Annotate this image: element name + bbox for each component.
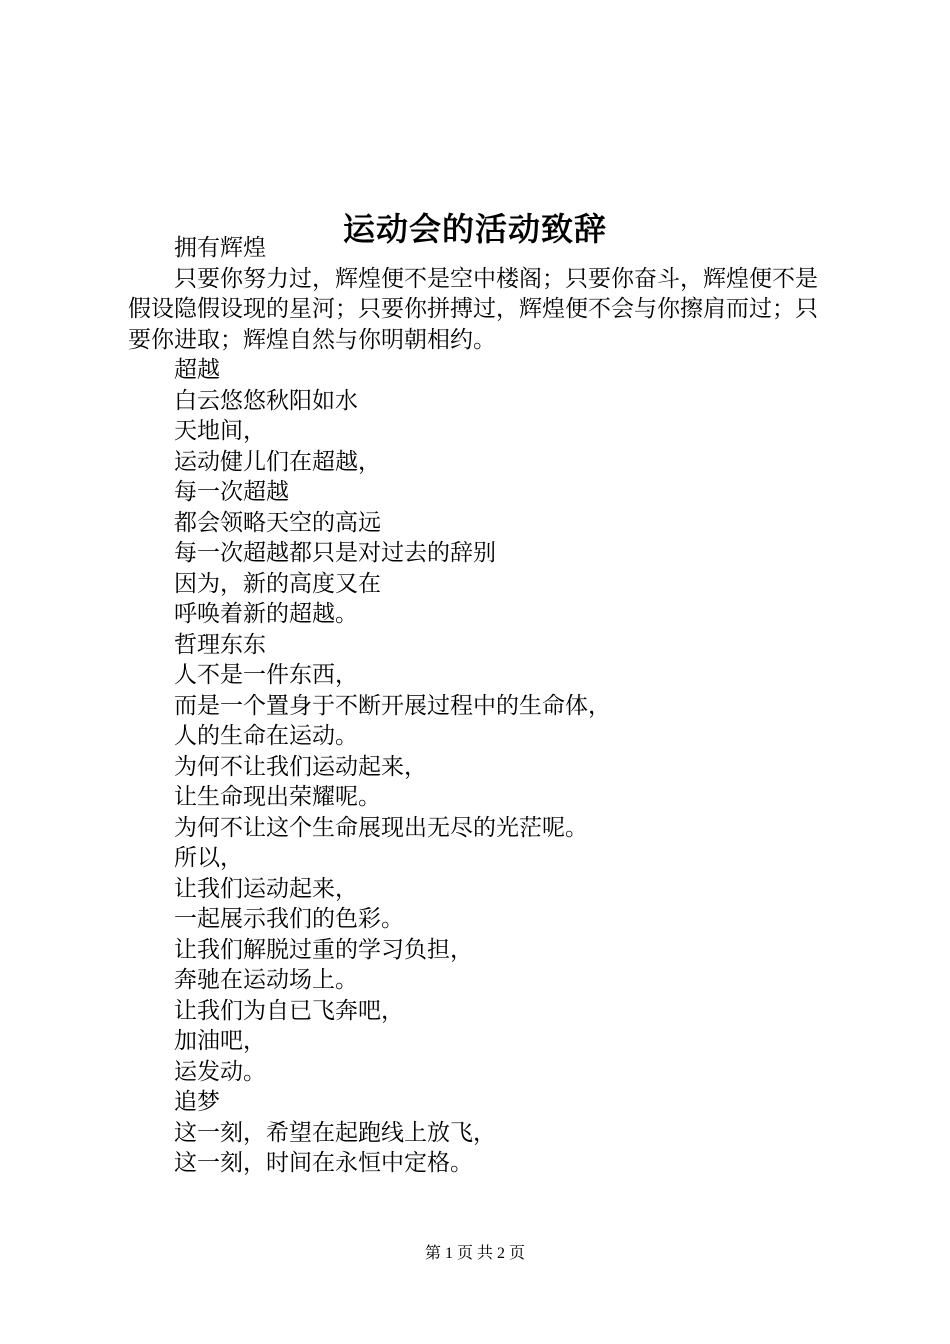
paragraph: 所以， [174, 845, 243, 871]
paragraph: 而是一个置身于不断开展过程中的生命体， [174, 692, 611, 719]
paragraph: 人不是一件东西， [174, 662, 358, 688]
paragraph: 呼唤着新的超越。 [174, 601, 358, 627]
paragraph: 超越 [174, 357, 220, 383]
paragraph: 奔驰在运动场上。 [174, 967, 358, 993]
paragraph: 让我们运动起来， [174, 875, 358, 902]
paragraph: 每一次超越 [174, 479, 289, 505]
paragraph: 每一次超越都只是对过去的辞别 [174, 540, 496, 566]
page-title: 运动会的活动致辞 [342, 210, 607, 249]
paragraph: 让我们为自已飞奔吧， [174, 997, 404, 1024]
paragraph: 让我们解脱过重的学习负担， [174, 936, 473, 963]
paragraph: 一起展示我们的色彩。 [174, 906, 404, 932]
page-indicator: 第 1 页 共 2 页 [424, 1245, 525, 1262]
paragraph: 人的生命在运动。 [174, 723, 358, 749]
page-footer [0, 1243, 950, 1265]
paragraph: 都会领略天空的高远 [174, 509, 381, 536]
paragraph: 加油吧， [174, 1028, 266, 1054]
paragraph: 这一刻，时间在永恒中定格。 [174, 1150, 473, 1176]
paragraph: 拥有辉煌 [174, 235, 266, 261]
paragraph: 运发动。 [174, 1058, 266, 1085]
paragraph: 只要你努力过，辉煌便不是空中楼阁；只要你奋斗，辉煌便不是假设隐假设现的星河；只要你拼搏过，辉煌便不会与你擦肩而过；只要你进取；辉煌自然与你明朝相约。 [128, 265, 818, 353]
paragraph: 因为，新的高度又在 [174, 570, 381, 597]
paragraph: 运动健儿们在超越， [174, 448, 381, 475]
paragraph: 天地间， [174, 418, 266, 444]
paragraph: 追梦 [174, 1089, 220, 1115]
document-body [128, 233, 834, 1179]
paragraph: 让生命现出荣耀呢。 [174, 784, 381, 810]
paragraph: 哲理东东 [174, 631, 266, 658]
paragraph: 这一刻，希望在起跑线上放飞， [174, 1119, 496, 1146]
paragraph: 为何不让这个生命展现出无尽的光茫呢。 [174, 814, 588, 841]
paragraph: 白云悠悠秋阳如水 [174, 387, 358, 414]
paragraph: 为何不让我们运动起来， [174, 753, 427, 780]
